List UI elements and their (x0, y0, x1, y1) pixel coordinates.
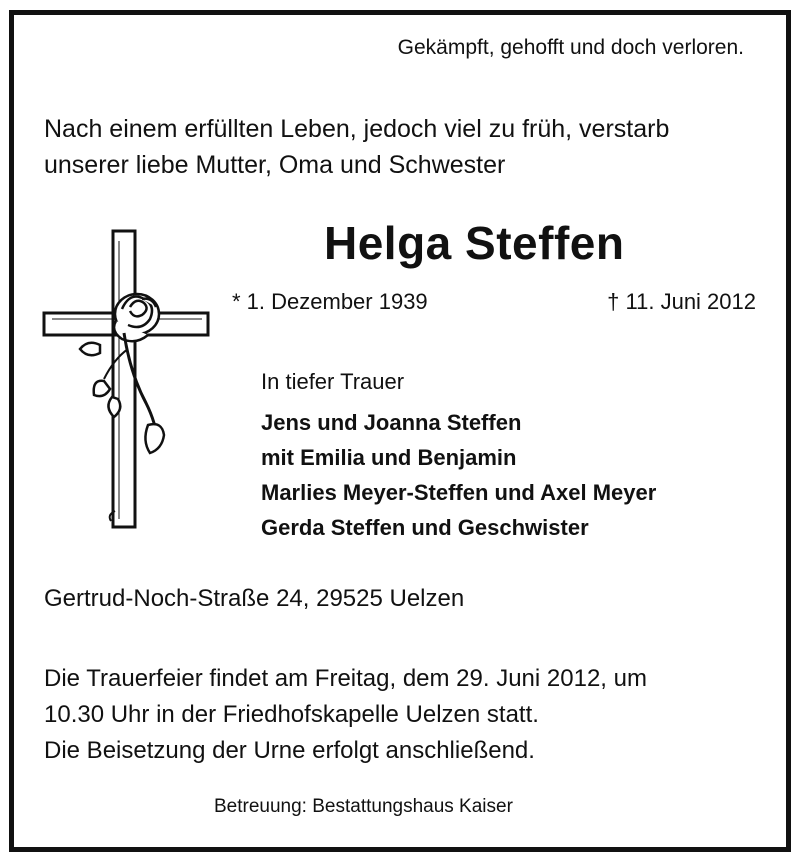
intro-text (44, 111, 769, 183)
mourner-line: Gerda Steffen und Geschwister (261, 515, 589, 540)
intro-line-1: Nach einem erfüllten Leben, jedoch viel zu früh, verstarb (44, 115, 670, 143)
death-date: † 11. Juni 2012 (607, 289, 756, 314)
mourners-list (261, 405, 656, 545)
ceremony-text (44, 661, 647, 769)
mourning-label: In tiefer Trauer (261, 369, 405, 394)
ceremony-line: 10.30 Uhr in der Friedhofskapelle Uelzen statt. (44, 701, 539, 728)
mourner-line: Jens und Joanna Steffen (261, 410, 522, 435)
ceremony-line: Die Beisetzung der Urne erfolgt anschließend. (44, 737, 535, 764)
undertaker: Betreuung: Bestattungshaus Kaiser (214, 796, 513, 817)
deceased-name: Helga Steffen (324, 217, 625, 269)
obituary-notice (9, 10, 791, 852)
address: Gertrud-Noch-Straße 24, 29525 Uelzen (44, 585, 465, 612)
mourner-line: mit Emilia und Benjamin (261, 445, 517, 470)
ceremony-line: Die Trauerfeier findet am Freitag, dem 29. Juni 2012, um (44, 665, 647, 692)
cross-with-rose-icon (42, 229, 212, 529)
mourner-line: Marlies Meyer-Steffen und Axel Meyer (261, 480, 657, 505)
birth-date: * 1. Dezember 1939 (232, 289, 428, 314)
intro-line-2: unserer liebe Mutter, Oma und Schwester (44, 151, 506, 179)
motto: Gekämpft, gehofft und doch verloren. (397, 36, 744, 59)
